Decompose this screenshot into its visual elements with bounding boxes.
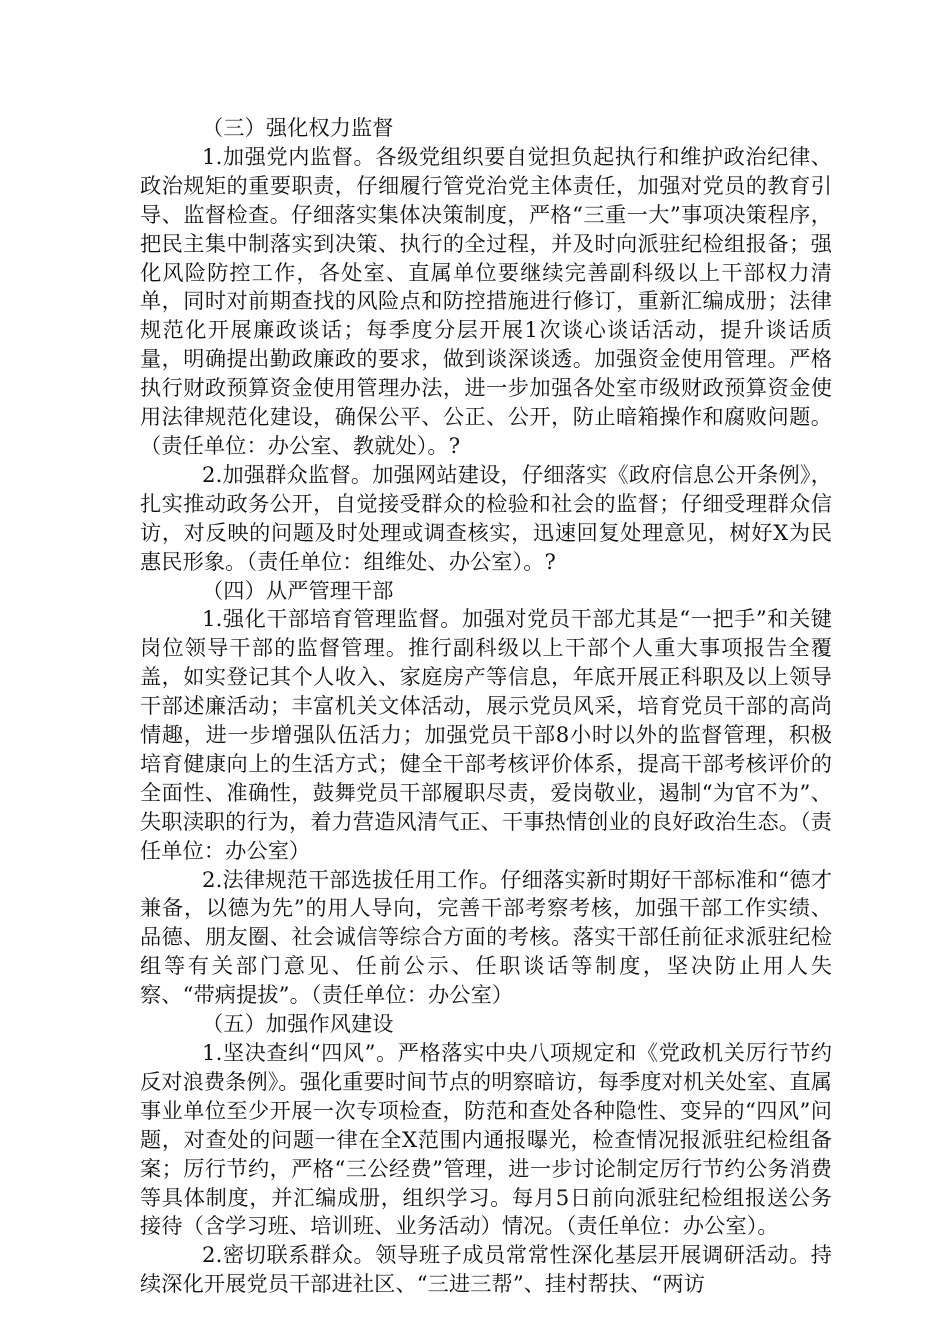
document-body — [140, 114, 832, 1299]
paragraph-cadre-supervision: 1.强化干部培育管理监督。加强对党员干部尤其是“一把手”和关键岗位领导干部的监督管理。推行副科级以上干部个人重大事项报告全覆盖，如实登记其个人收入、家庭房产等信息，年底开展正科职及以上领导干部述廉活动；丰富机关文体活动，展示党员风采，培育党员干部的高尚情趣，进一步增强队伍活力；加强党员干部8小时以外的监督管理，积极培育健康向上的生活方式；健全干部考核评价体系，提高干部考核评价的全面性、准确性，鼓舞党员干部履职尽责，爱岗敬业，遏制“为官不为”、失职渎职的行为，着力营造风清气正、干事热情创业的良好政治生态。（责任单位：办公室） — [140, 606, 832, 863]
paragraph-cadre-selection: 2.法律规范干部选拔任用工作。仔细落实新时期好干部标准和“德才兼备，以德为先”的用人导向，完善干部考察考核，加强干部工作实绩、品德、朋友圈、社会诚信等综合方面的考核。落实干部任前征求派驻纪检组等有关部门意见、任前公示、任职谈话等制度，坚决防止用人失察、“带病提拔”。（责任单位：办公室） — [140, 866, 832, 1008]
paragraph-four-winds: 1.坚决查纠“四风”。严格落实中央八项规定和《党政机关厉行节约反对浪费条例》。强化重要时间节点的明察暗访，每季度对机关处室、直属事业单位至少开展一次专项检查，防范和查处各种隐性、变异的“四风”问题，对查处的问题一律在全X范围内通报曝光，检查情况报派驻纪检组备案；厉行节约，严格“三公经费”管理，进一步讨论制定厉行节约公务消费等具体制度，并汇编成册，组织学习。每月5日前向派驻纪检组报送公务接待（含学习班、培训班、业务活动）情况。（责任单位：办公室）。 — [140, 1040, 832, 1239]
section-heading-4: （四）从严管理干部 — [202, 577, 394, 603]
paragraph-inner-party-supervision: 1.加强党内监督。各级党组织要自觉担负起执行和维护政治纪律、政治规矩的重要职责，仔细履行管党治党主体责任，加强对党员的教育引导、监督检查。仔细落实集体决策制度，严格“三重一大”事项决策程序，把民主集中制落实到决策、执行的全过程，并及时向派驻纪检组报备；强化风险防控工作，各处室、直属单位要继续完善副科级以上干部权力清单，同时对前期查找的风险点和防控措施进行修订，重新汇编成册；法律规范化开展廉政谈话；每季度分层开展1次谈心谈话活动，提升谈话质量，明确提出勤政廉政的要求，做到谈深谈透。加强资金使用管理。严格执行财政预算资金使用管理办法，进一步加强各处室市级财政预算资金使用法律规范化建设，确保公平、公正、公开，防止暗箱操作和腐败问题。（责任单位：办公室、教就处）。? — [140, 143, 832, 458]
section-heading-5: （五）加强作风建设 — [202, 1011, 394, 1037]
paragraph-contact-masses: 2.密切联系群众。领导班子成员常常性深化基层开展调研活动。持续深化开展党员干部进社区、“三进三帮”、挂村帮扶、“两访 — [140, 1242, 832, 1297]
paragraph-public-supervision: 2.加强群众监督。加强网站建设，仔细落实《政府信息公开条例》，扎实推动政务公开，自觉接受群众的检验和社会的监督；仔细受理群众信访，对反映的问题及时处理或调查核实，迅速回复处理意见，树好X为民惠民形象。（责任单位：组维处、办公室）。? — [140, 461, 832, 574]
section-heading-3: （三）强化权力监督 — [202, 115, 394, 140]
